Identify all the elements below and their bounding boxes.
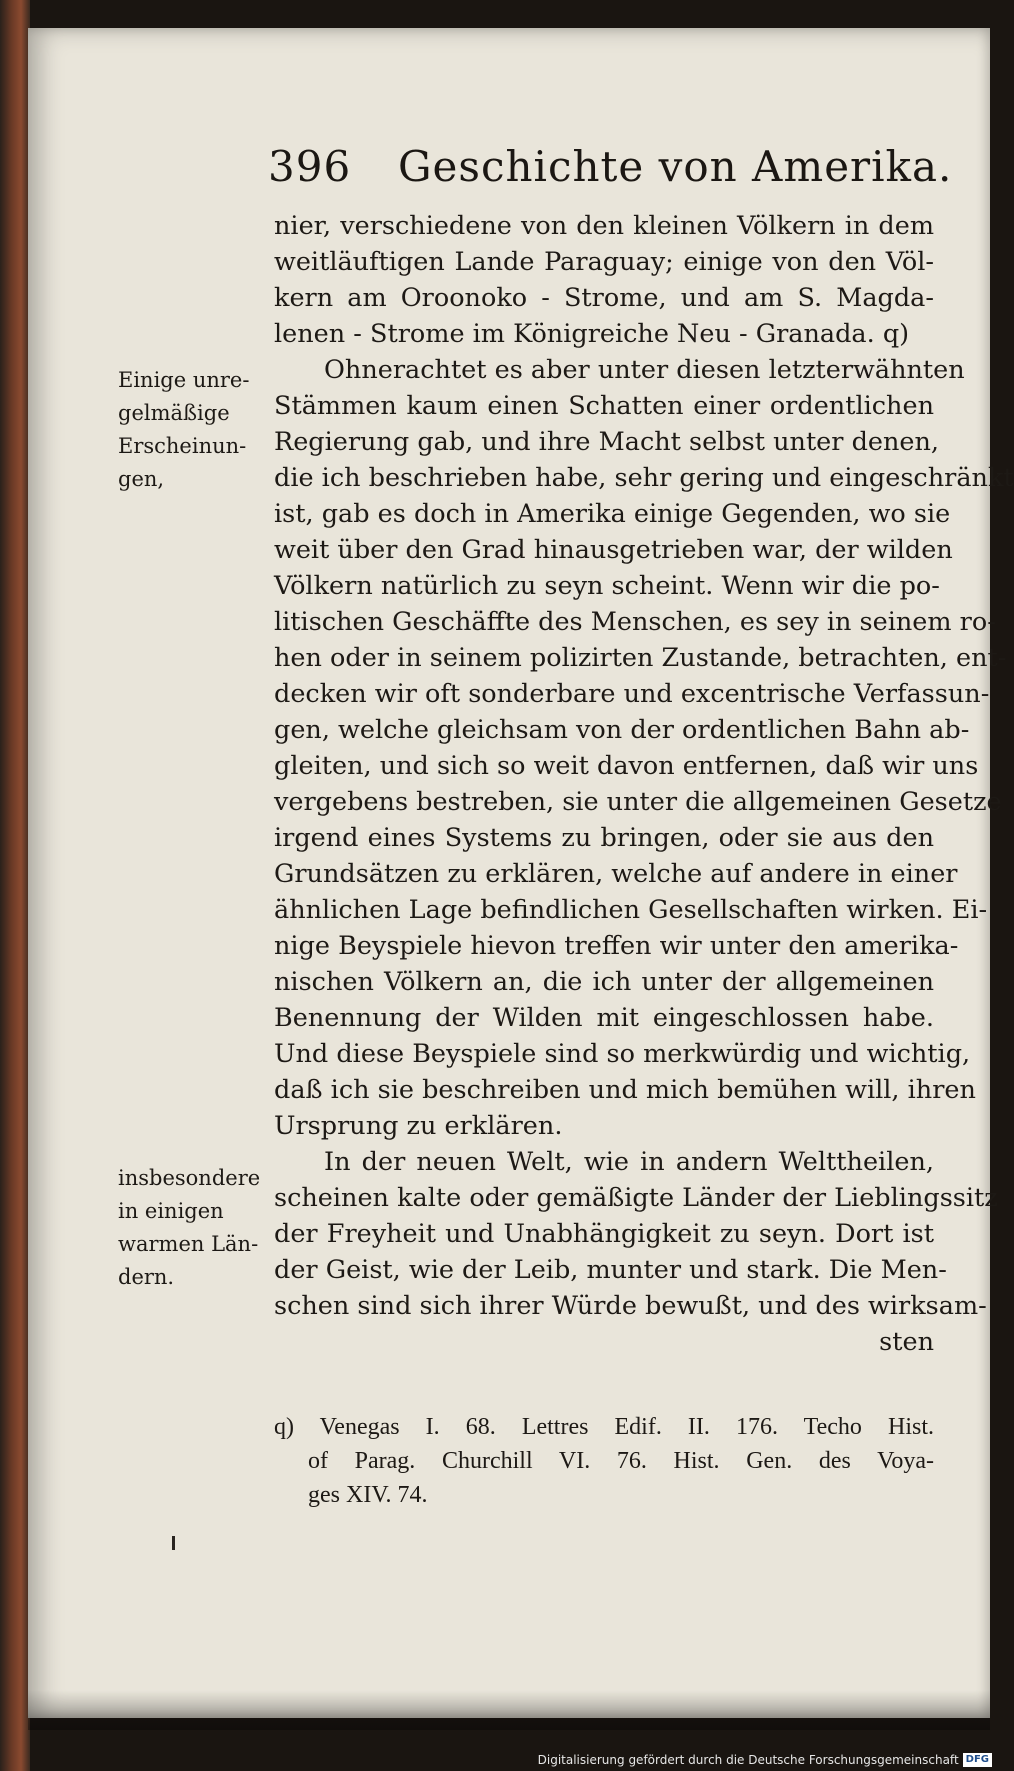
- text-line: Ohnerachtet es aber unter diesen letzterwähnten: [324, 355, 965, 385]
- footnote-line: of Parag. Churchill VI. 76. Hist. Gen. des Voya-: [308, 1448, 934, 1474]
- text-line: ist, gab es doch in Amerika einige Gegenden, wo sie: [274, 499, 951, 529]
- text-line: litischen Geschäffte des Menschen, es sey in seinem ro-: [274, 607, 996, 637]
- dfg-logo-icon: DFG: [963, 1753, 992, 1767]
- text-line: Stämmen kaum einen Schatten einer ordentlichen: [274, 391, 934, 421]
- marginal-note-line: dern.: [118, 1265, 175, 1289]
- text-line: daß ich sie beschreiben und mich bemühen will, ihren: [274, 1075, 976, 1105]
- marginal-note-line: gelmäßige: [118, 401, 230, 425]
- text-line: vergebens bestreben, sie unter die allgemeinen Gesetze: [274, 787, 1002, 817]
- text-line: weit über den Grad hinausgetrieben war, der wilden: [274, 535, 953, 565]
- text-line: Ursprung zu erklären.: [274, 1111, 563, 1141]
- text-line: gleiten, und sich so weit davon entfernen, daß wir uns: [274, 751, 979, 781]
- book-binding-edge: [0, 0, 30, 1771]
- text-line: nier, verschiedene von den kleinen Völkern in dem: [274, 211, 934, 241]
- marginal-note-line: gen,: [118, 467, 165, 491]
- credit-text: Digitalisierung gefördert durch die Deutsche Forschungsgemeinschaft: [537, 1753, 959, 1767]
- text-line: irgend eines Systems zu bringen, oder sie aus den: [274, 823, 934, 853]
- marginal-note-line: insbesondere: [118, 1166, 261, 1190]
- text-line: schen sind sich ihrer Würde bewußt, und des wirksam-: [274, 1291, 987, 1321]
- text-line: Regierung gab, und ihre Macht selbst unter denen,: [274, 427, 940, 457]
- digitization-credit: [538, 1753, 992, 1767]
- text-line: gen, welche gleichsam von der ordentlichen Bahn ab-: [274, 715, 970, 745]
- footnote-line: q) Venegas I. 68. Lettres Edif. II. 176. Techo Hist.: [274, 1414, 934, 1440]
- text-line: hen oder in seinem polizirten Zustande, betrachten, ent-: [274, 643, 1007, 673]
- text-line: der Geist, wie der Leib, munter und stark. Die Men-: [274, 1255, 947, 1285]
- text-line: Benennung der Wilden mit eingeschlossen habe.: [274, 1003, 934, 1033]
- page-bottom-shadow: [28, 1690, 990, 1730]
- text-line: lenen - Strome im Königreiche Neu - Granada. q): [274, 319, 910, 349]
- text-line: ähnlichen Lage befindlichen Gesellschaften wirken. Ei-: [274, 895, 988, 925]
- text-line: In der neuen Welt, wie in andern Welttheilen,: [324, 1147, 934, 1177]
- text-line: nischen Völkern an, die ich unter der allgemeinen: [274, 967, 934, 997]
- text-line: Grundsätzen zu erklären, welche auf andere in einer: [274, 859, 958, 889]
- text-line: nige Beyspiele hievon treffen wir unter den amerika-: [274, 931, 959, 961]
- text-line: decken wir oft sonderbare und excentrische Verfassun-: [274, 679, 990, 709]
- marginal-note-line: warmen Län-: [118, 1232, 259, 1256]
- text-line: Und diese Beyspiele sind so merkwürdig und wichtig,: [274, 1039, 971, 1069]
- text-line: kern am Oroonoko - Strome, und am S. Magda-: [274, 283, 934, 313]
- footnote: [274, 1410, 934, 1512]
- text-line: der Freyheit und Unabhängigkeit zu seyn. Dort ist: [274, 1219, 934, 1249]
- text-line: weitläuftigen Lande Paraguay; einige von den Völ-: [274, 247, 934, 277]
- main-text-block: [274, 208, 1014, 1360]
- marginal-note: [118, 364, 278, 496]
- catchword: sten: [879, 1327, 934, 1357]
- running-title: Geschichte von Amerika.: [398, 142, 953, 191]
- text-line: scheinen kalte oder gemäßigte Länder der Lieblingssitz: [274, 1183, 998, 1213]
- marginal-note-line: Erscheinun-: [118, 434, 247, 458]
- marginal-note-line: Einige unre-: [118, 368, 250, 392]
- page-number: 396: [268, 142, 352, 191]
- text-line: Völkern natürlich zu seyn scheint. Wenn wir die po-: [274, 571, 940, 601]
- running-head: [268, 142, 968, 191]
- ink-speck: [172, 1536, 175, 1550]
- marginal-note: [118, 1162, 278, 1294]
- marginal-note-line: in einigen: [118, 1199, 224, 1223]
- text-line: die ich beschrieben habe, sehr gering und eingeschränkt: [274, 463, 1014, 493]
- footnote-line: ges XIV. 74.: [308, 1482, 428, 1508]
